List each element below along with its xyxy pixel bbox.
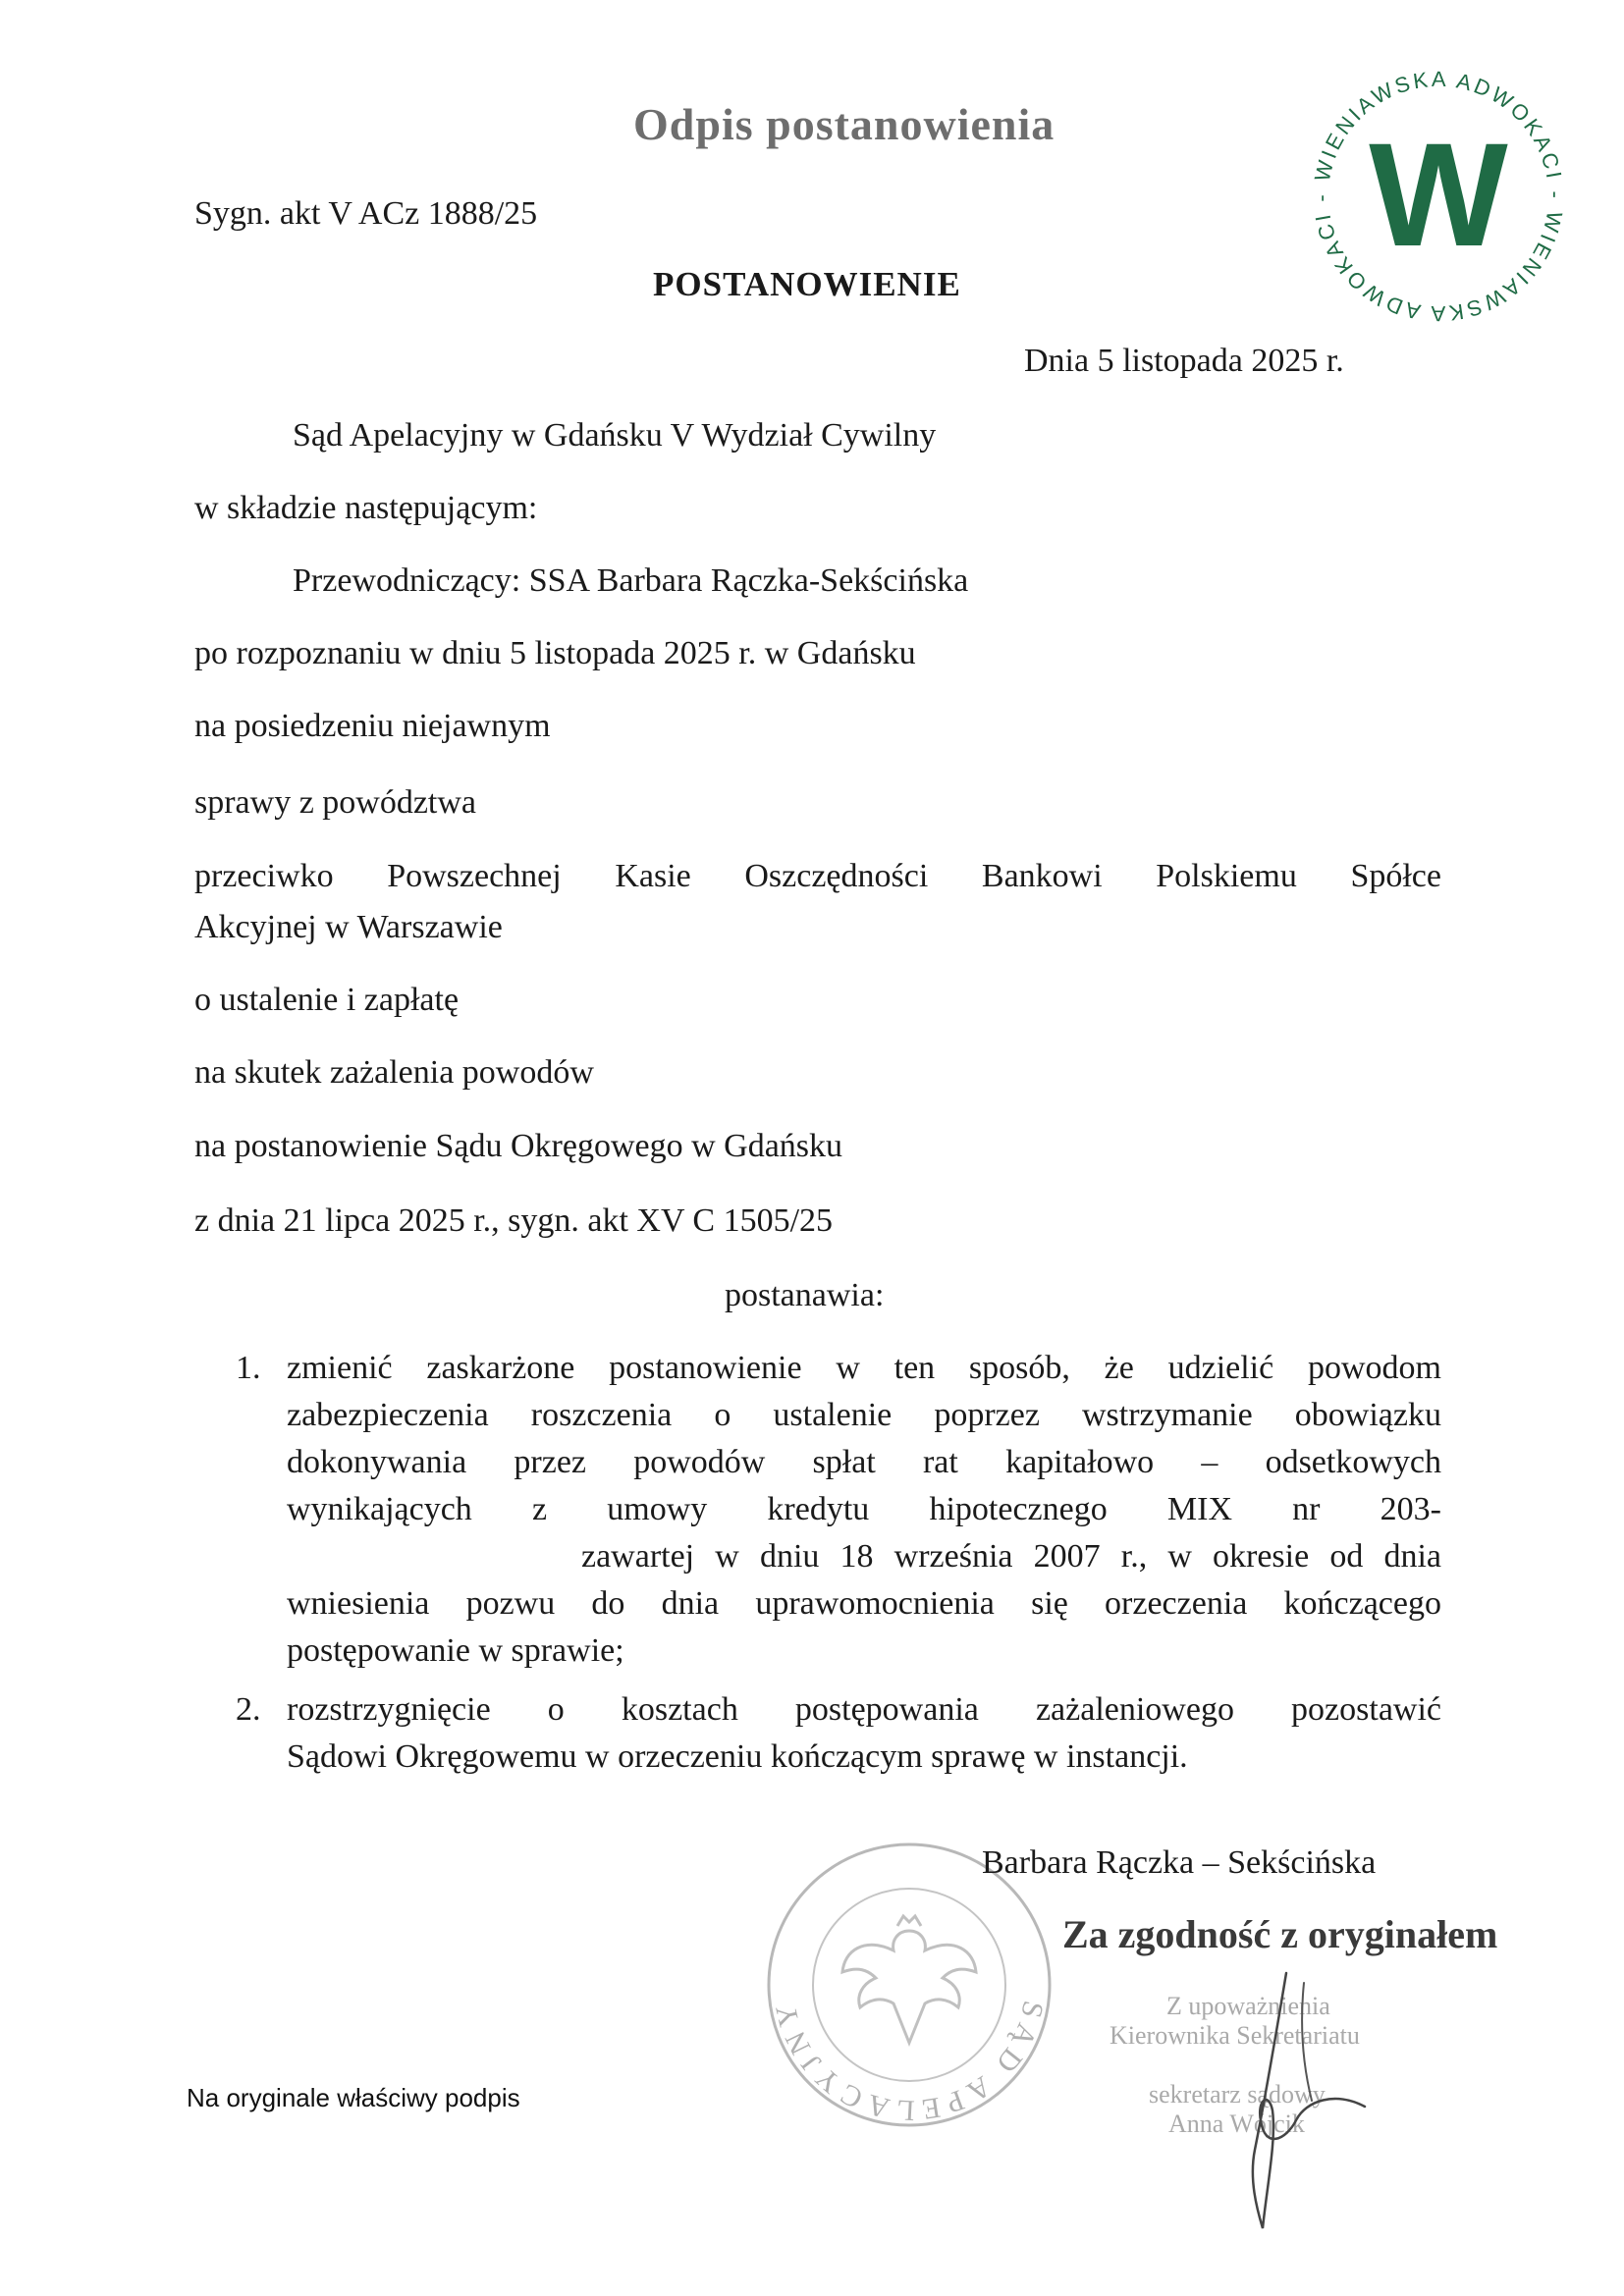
session-type: na posiedzeniu niejawnym	[194, 708, 551, 744]
seal-ring-text: SĄD APELACYJNY V W GDAŃSKU	[745, 1812, 1050, 2127]
ruling-line: wniesienia pozwu do dnia uprawomocnienia się orzeczenia kończącego	[287, 1585, 1441, 1622]
ruling-line: rozstrzygnięcie o kosztach postępowania zażaleniowego pozostawić	[287, 1691, 1441, 1728]
court-name: Sąd Apelacyjny w Gdańsku V Wydział Cywilny	[293, 417, 937, 454]
ruling-line: Sądowi Okręgowemu w orzeczeniu kończącym sprawę w instancji.	[287, 1738, 1188, 1775]
clerk-name: Anna Wójcik	[1168, 2109, 1305, 2138]
authorized-line-2: Kierownika Sekretariatu	[1110, 2021, 1360, 2050]
defendant-line-1: przeciwko Powszechnej Kasie Oszczędności Bankowi Polskiemu Spółce	[194, 858, 1441, 894]
judge-signature-name: Barbara Rączka – Sekścińska	[982, 1844, 1377, 1881]
defendant-line-2: Akcyjnej w Warszawie	[194, 909, 503, 945]
appealed-decision-date: z dnia 21 lipca 2025 r., sygn. akt XV C 1505/25	[194, 1202, 834, 1239]
authorized-line-1: Z upoważnienia	[1166, 1992, 1330, 2020]
clerk-title: sekretarz sądowy	[1149, 2080, 1326, 2109]
appealed-decision: na postanowienie Sądu Okręgowego w Gdańsku	[194, 1128, 843, 1164]
law-firm-logo	[1296, 54, 1581, 339]
copy-stamp: Odpis postanowienia	[633, 99, 1056, 149]
logo-letter: W	[1369, 112, 1508, 277]
decision-date: Dnia 5 listopada 2025 r.	[1024, 343, 1344, 379]
eagle-emblem-icon	[842, 1916, 976, 2043]
ruling-line: zabezpieczenia roszczenia o ustalenie poprzez wstrzymanie obowiązku	[287, 1397, 1441, 1433]
ruling-line: dokonywania przez powodów spłat rat kapitałowo – odsetkowych	[287, 1444, 1441, 1480]
document-title: POSTANOWIENIE	[653, 265, 961, 303]
logo-ring-text: WIENIAWSKA ADWOKACI - WIENIAWSKA ADWOKACI -	[1308, 66, 1569, 327]
ruling-line: zawartej w dniu 18 września 2007 r., w okresie od dnia	[581, 1538, 1441, 1575]
case-subject: o ustalenie i zapłatę	[194, 982, 460, 1018]
handwritten-signature	[1218, 1953, 1394, 2248]
ruling-line: postępowanie w sprawie;	[287, 1632, 624, 1669]
composition-label: w składzie następującym:	[194, 490, 538, 526]
case-signature: Sygn. akt V ACz 1888/25	[194, 195, 538, 232]
case-from: sprawy z powództwa	[194, 784, 477, 821]
ruling-text	[287, 1345, 1441, 1675]
ruling-number: 1.	[236, 1350, 261, 1386]
ruling-line: wynikających z umowy kredytu hipotecznego MIX nr 203-	[287, 1491, 1441, 1527]
appeal-basis: na skutek zażalenia powodów	[194, 1054, 594, 1091]
ruling-text	[287, 1686, 1441, 1781]
ruling-line: zmienić zaskarżone postanowienie w ten sposób, że udzielić powodom	[287, 1350, 1441, 1386]
certified-copy-stamp: Za zgodność z oryginałem	[1062, 1912, 1498, 1956]
original-signature-note: Na oryginale właściwy podpis	[187, 2083, 520, 2112]
examination-date: po rozpoznaniu w dniu 5 listopada 2025 r. w Gdańsku	[194, 635, 916, 671]
decides-label: postanawia:	[725, 1277, 885, 1313]
ruling-number: 2.	[236, 1691, 261, 1728]
presiding-judge: Przewodniczący: SSA Barbara Rączka-Sekścińska	[293, 562, 969, 599]
